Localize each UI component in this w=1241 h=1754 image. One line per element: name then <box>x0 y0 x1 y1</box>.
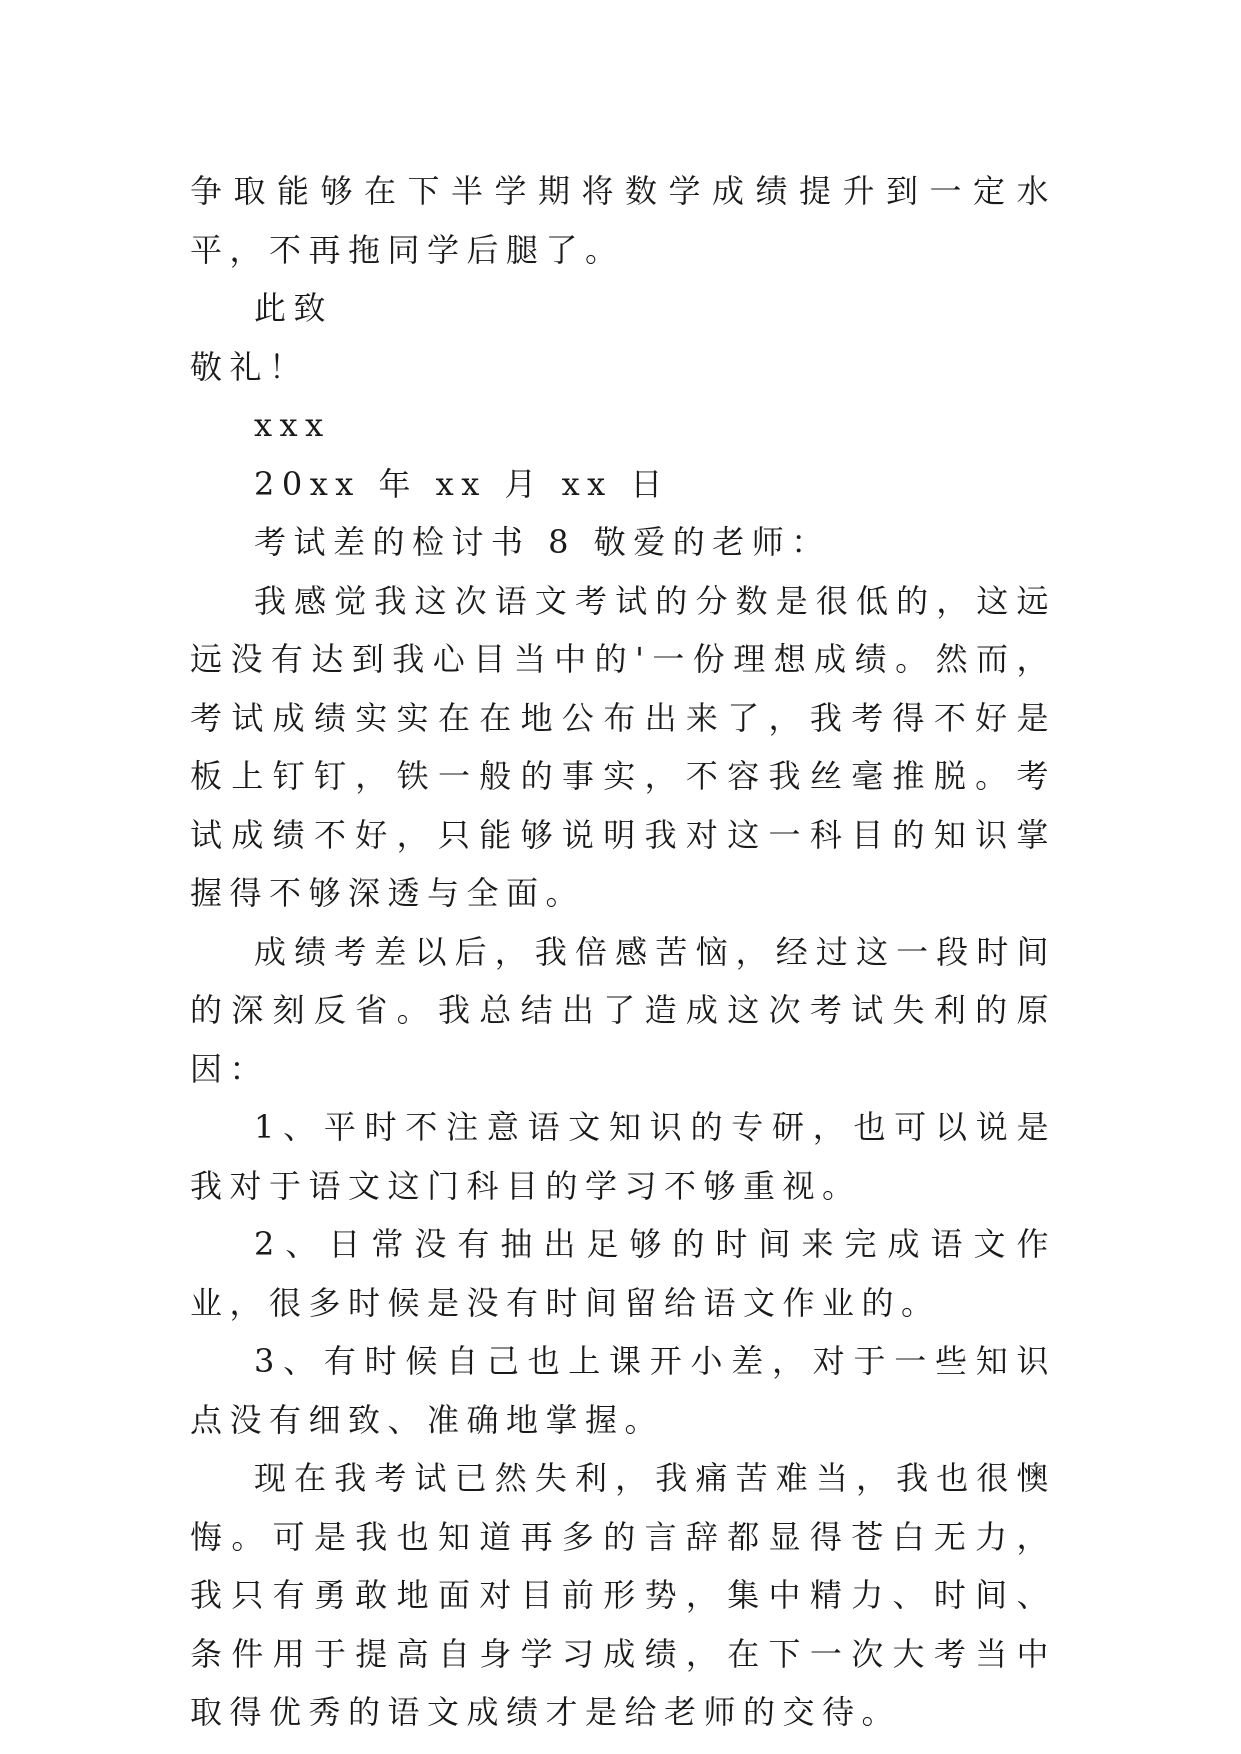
document-body <box>190 162 1056 1742</box>
paragraph-body: 我感觉我这次语文考试的分数是很低的，这远远没有达到我心目当中的'一份理想成绩。然而，考试成绩实实在在地公布出来了，我考得不好是板上钉钉，铁一般的事实，不容我丝毫推脱。考试成绩不好，只能够说明我对这一科目的知识掌握得不够深透与全面。 <box>190 581 1056 912</box>
list-item-reason-3: 3、有时候自己也上课开小差，对于一些知识点没有细致、准确地掌握。 <box>190 1342 1056 1439</box>
paragraph-body: 现在我考试已然失利，我痛苦难当，我也很懊悔。可是我也知道再多的言辞都显得苍白无力，我只有勇敢地面对目前形势，集中精力、时间、条件用于提高自身学习成绩，在下一次大考当中取得优秀的语文成绩才是给老师的交待。 <box>190 1459 1056 1731</box>
list-item-reason-2: 2、日常没有抽出足够的时间来完成语文作业，很多时候是没有时间留给语文作业的。 <box>190 1225 1056 1322</box>
closing-salutation: 此致 <box>254 289 334 327</box>
signature-name: xxx <box>254 406 331 444</box>
section-heading: 考试差的检讨书 8 敬爱的老师： <box>254 523 831 561</box>
paragraph-continuation: 争取能够在下半学期将数学成绩提升到一定水平，不再拖同学后腿了。 <box>190 172 1056 269</box>
closing-respect: 敬礼！ <box>190 347 309 386</box>
paragraph-body: 成绩考差以后，我倍感苦恼，经过这一段时间的深刻反省。我总结出了造成这次考试失利的原因： <box>190 932 1056 1088</box>
signature-date: 20xx 年 xx 月 xx 日 <box>254 464 670 503</box>
list-item-reason-1: 1、平时不注意语文知识的专研，也可以说是我对于语文这门科目的学习不够重视。 <box>190 1108 1056 1205</box>
